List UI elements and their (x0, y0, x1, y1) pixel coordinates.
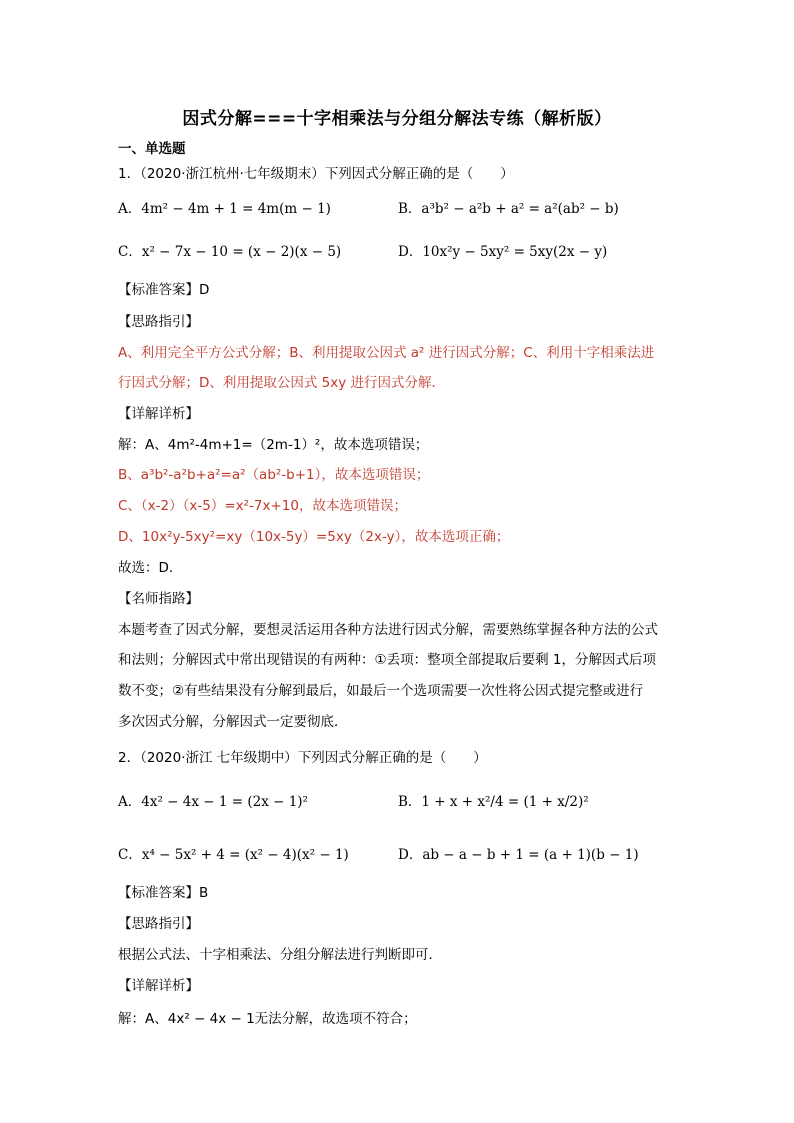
q1-detail-label: 【详解详析】 (118, 406, 199, 422)
q1-option-d[interactable]: D．10x²y − 5xy² = 5xy(2x − y) (398, 244, 608, 260)
q1-teacher-label: 【名师指路】 (118, 591, 199, 607)
q1-option-c[interactable]: C．x² − 7x − 10 = (x − 2)(x − 5) (118, 244, 342, 260)
q2-option-c[interactable]: C．x⁴ − 5x² + 4 = (x² − 4)(x² − 1) (118, 847, 349, 863)
q1-detail-line-3: C、（x-2）（x-5）=x²-7x+10，故本选项错误； (118, 498, 407, 514)
q1-hint-line-1: A、利用完全平方公式分解；B、利用提取公因式 a² 进行因式分解；C、利用十字相乘法进 (118, 345, 655, 361)
q1-teacher-line-3: 数不变；②有些结果没有分解到最后，如最后一个选项需要一次性将公因式提完整或进行 (118, 683, 644, 699)
q1-detail-line-4: D、10x²y-5xy²=xy（10x-5y）=5xy（2x-y），故本选项正确； (118, 529, 510, 545)
q1-teacher-line-4: 多次因式分解，分解因式一定要彻底． (118, 714, 348, 730)
q2-answer: 【标准答案】B (118, 885, 209, 901)
q1-detail-line-2: B、a³b²-a²b+a²=a²（ab²-b+1），故本选项错误； (118, 467, 430, 483)
q1-option-b[interactable]: B．a³b² − a²b + a² = a²(ab² − b) (398, 201, 619, 217)
q2-hint-line-1: 根据公式法、十字相乘法、分组分解法进行判断即可． (118, 947, 442, 963)
section-heading: 一、单选题 (118, 141, 186, 157)
q1-answer: 【标准答案】D (118, 282, 210, 298)
q1-option-a[interactable]: A．4m² − 4m + 1 = 4m(m − 1) (118, 201, 331, 217)
q2-hint-label: 【思路指引】 (118, 916, 199, 932)
q1-stem: 1．（2020·浙江杭州·七年级期末）下列因式分解正确的是（ ） (118, 166, 514, 182)
q2-option-d[interactable]: D．ab − a − b + 1 = (a + 1)(b − 1) (398, 847, 639, 863)
q1-hint-label: 【思路指引】 (118, 314, 199, 330)
q2-detail-line-1: 解：A、4x² − 4x − 1无法分解，故选项不符合； (118, 1011, 417, 1027)
q1-hint-line-2: 行因式分解；D、利用提取公因式 5xy 进行因式分解． (118, 375, 446, 391)
q2-option-a[interactable]: A．4x² − 4x − 1 = (2x − 1)² (118, 794, 308, 810)
page-title: 因式分解===十字相乘法与分组分解法专练（解析版） (182, 109, 612, 129)
q1-teacher-line-1: 本题考查了因式分解，要想灵活运用各种方法进行因式分解，需要熟练掌握各种方法的公式 (118, 622, 658, 638)
q1-conclusion: 故选：D． (118, 560, 183, 576)
q2-option-b[interactable]: B．1 + x + x²/4 = (1 + x/2)² (398, 794, 589, 810)
q1-teacher-line-2: 和法则；分解因式中常出现错误的有两种：①丢项：整项全部提取后要剩 1，分解因式后项 (118, 652, 656, 668)
q2-stem: 2．（2020·浙江 七年级期中）下列因式分解正确的是（ ） (118, 750, 487, 766)
q1-detail-line-1: 解：A、4m²-4m+1=（2m-1）²，故本选项错误； (118, 437, 429, 453)
q2-detail-label: 【详解详析】 (118, 978, 199, 994)
